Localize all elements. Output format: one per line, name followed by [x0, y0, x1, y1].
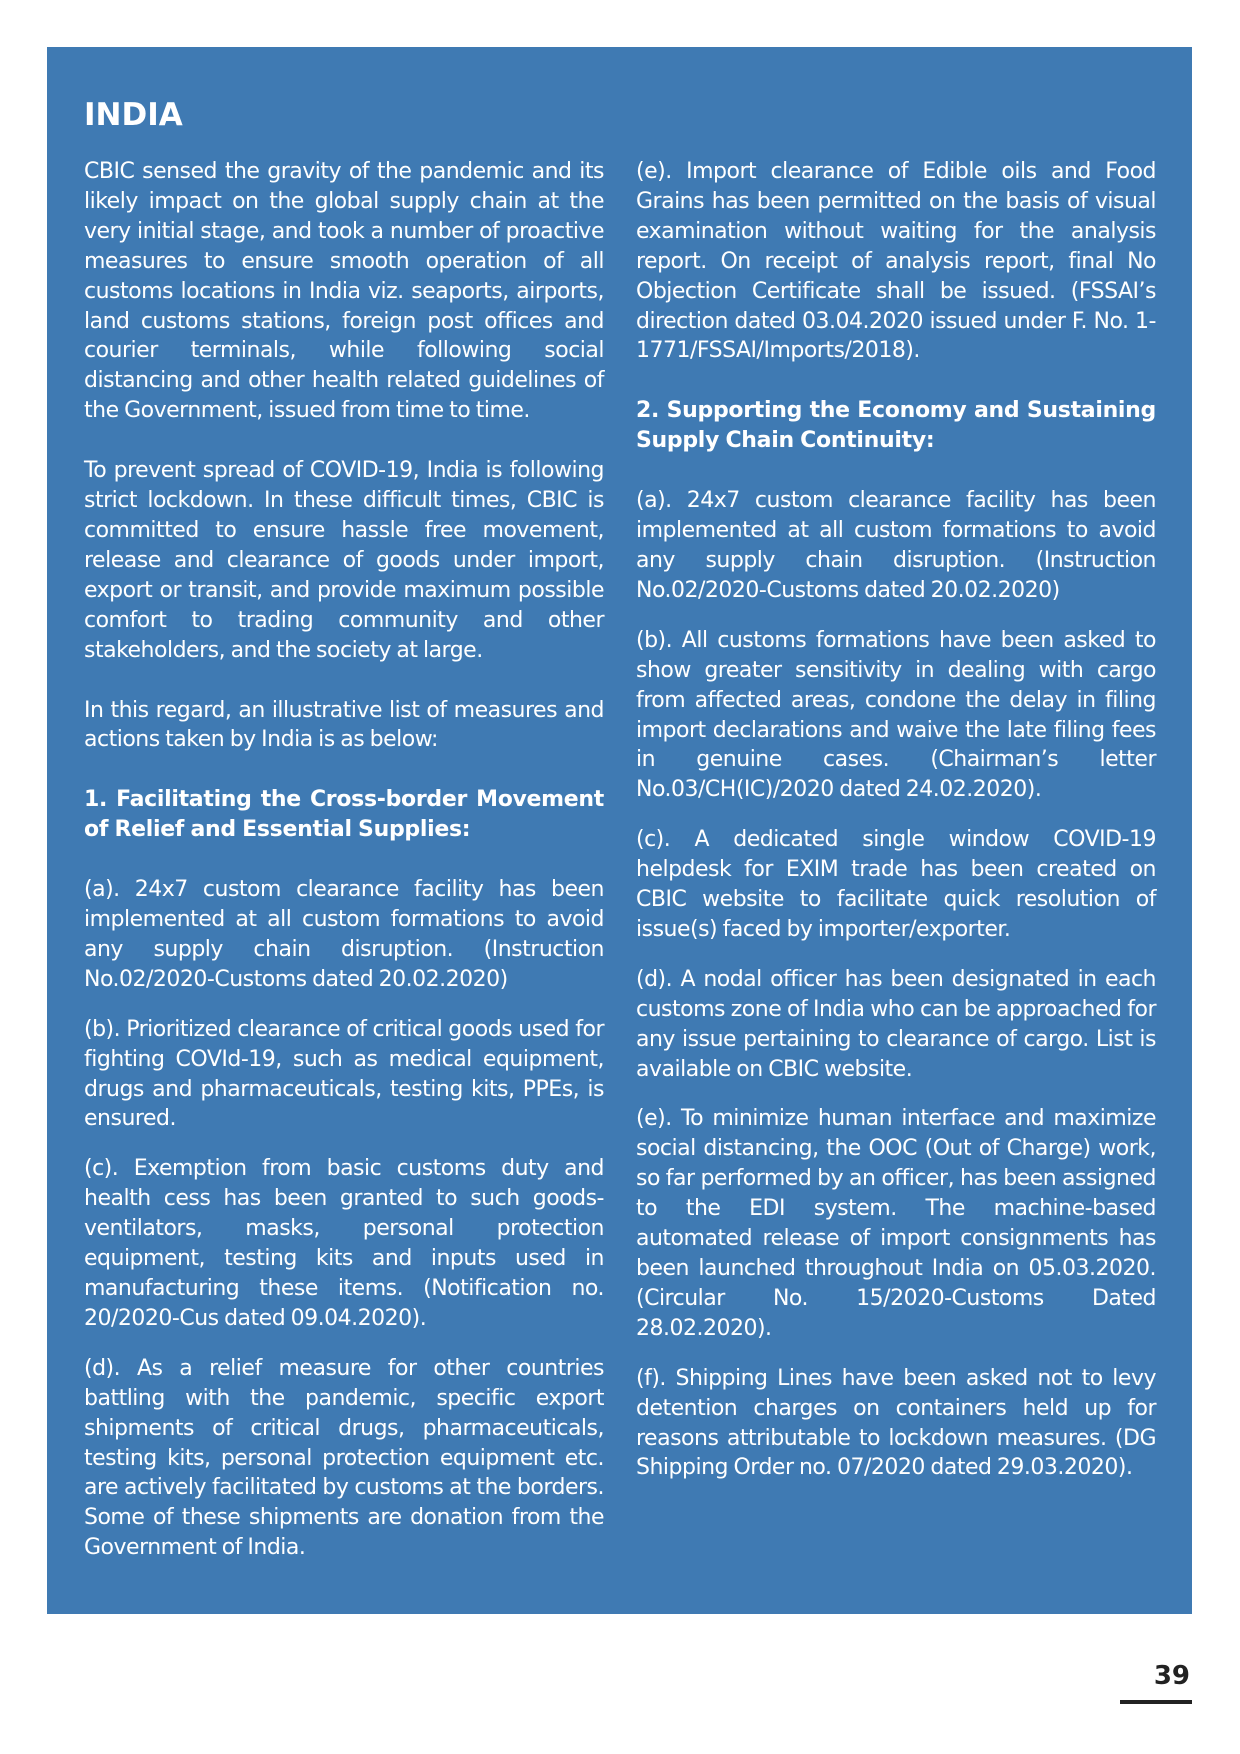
- page-number-rule: [1120, 1700, 1192, 1704]
- section-2-item-e: (e). To minimize human interface and maximize social distancing, the OOC (Out of Charge) work, so far performed by an officer, has been assigned to the EDI system. The machine-based automated release of import consignments has been launched throughout India on 05.03.2020. (Circular No. 15/2020-Customs Dated 28.02.2020).: [636, 1106, 1156, 1341]
- left-column: [84, 157, 604, 1563]
- page-number: 39: [1153, 1661, 1190, 1691]
- section-1-item-a: (a). 24x7 custom clearance facility has been implemented at all custom formations to avoid any supply chain disruption. (Instruction No.02/2020-Customs dated 20.02.2020): [84, 877, 604, 992]
- intro-paragraph-3: In this regard, an illustrative list of measures and actions taken by India is as below:: [84, 697, 604, 753]
- section-1-item-b: (b). Prioritized clearance of critical goods used for fighting COVId-19, such as medical equipment, drugs and pharmaceuticals, testing kits, PPEs, is ensured.: [84, 1016, 604, 1132]
- page-title: INDIA: [84, 97, 183, 133]
- section-2-item-c: (c). A dedicated single window COVID-19 helpdesk for EXIM trade has been created on CBIC website to facilitate quick resolution of issue(s) faced by importer/exporter.: [636, 827, 1156, 942]
- section-1-heading: 1. Facilitating the Cross-border Movement of Relief and Essential Supplies:: [84, 787, 604, 843]
- section-2-item-b: (b). All customs formations have been asked to show greater sensitivity in dealing with cargo from affected areas, condone the delay in filing import declarations and waive the late filing fees in genuine cases. (Chairman’s letter No.03/CH(IC)/2020 dated 24.02.2020).: [636, 627, 1156, 803]
- right-column: [636, 157, 1156, 1483]
- section-1-item-c: (c). Exemption from basic customs duty and health cess has been granted to such goods- ventilators, masks, personal protection equipment, testing kits and inputs used in manufacturing these items. (Notification no. 20/2020-Cus dated 09.04.2020).: [84, 1156, 604, 1331]
- section-1-item-d: (d). As a relief measure for other countries battling with the pandemic, specific export shipments of critical drugs, pharmaceuticals, testing kits, personal protection equipment etc. are actively facilitated by customs at the borders. Some of these shipments are donation from the Government of India.: [84, 1355, 604, 1561]
- section-2-item-f: (f). Shipping Lines have been asked not to levy detention charges on containers held up for reasons attributable to lockdown measures. (DG Shipping Order no. 07/2020 dated 29.03.2020).: [636, 1365, 1156, 1481]
- section-1-item-e: (e). Import clearance of Edible oils and Food Grains has been permitted on the basis of visual examination without waiting for the analysis report. On receipt of analysis report, final No Objection Certificate shall be issued. (FSSAI’s direction dated 03.04.2020 issued under F. No. 1-1771/FSSAI/Imports/2018).: [636, 159, 1156, 364]
- intro-paragraph-2: To prevent spread of COVID-19, India is following strict lockdown. In these difficult times, CBIC is committed to ensure hassle free movement, release and clearance of goods under import, export or transit, and provide maximum possible comfort to trading community and other stakeholders, and the society at large.: [84, 458, 604, 663]
- section-2-item-d: (d). A nodal officer has been designated in each customs zone of India who can be approached for any issue pertaining to clearance of cargo. List is available on CBIC website.: [636, 966, 1156, 1082]
- section-2-item-a: (a). 24x7 custom clearance facility has been implemented at all custom formations to avoid any supply chain disruption. (Instruction No.02/2020-Customs dated 20.02.2020): [636, 488, 1156, 603]
- section-2-heading: 2. Supporting the Economy and Sustaining Supply Chain Continuity:: [636, 398, 1156, 454]
- intro-paragraph-1: CBIC sensed the gravity of the pandemic and its likely impact on the global supply chain at the very initial stage, and took a number of proactive measures to ensure smooth operation of all customs locations in India viz. seaports, airports, land customs stations, foreign post offices and courier terminals, while following social distancing and other health related guidelines of the Government, issued from time to time.: [84, 159, 604, 424]
